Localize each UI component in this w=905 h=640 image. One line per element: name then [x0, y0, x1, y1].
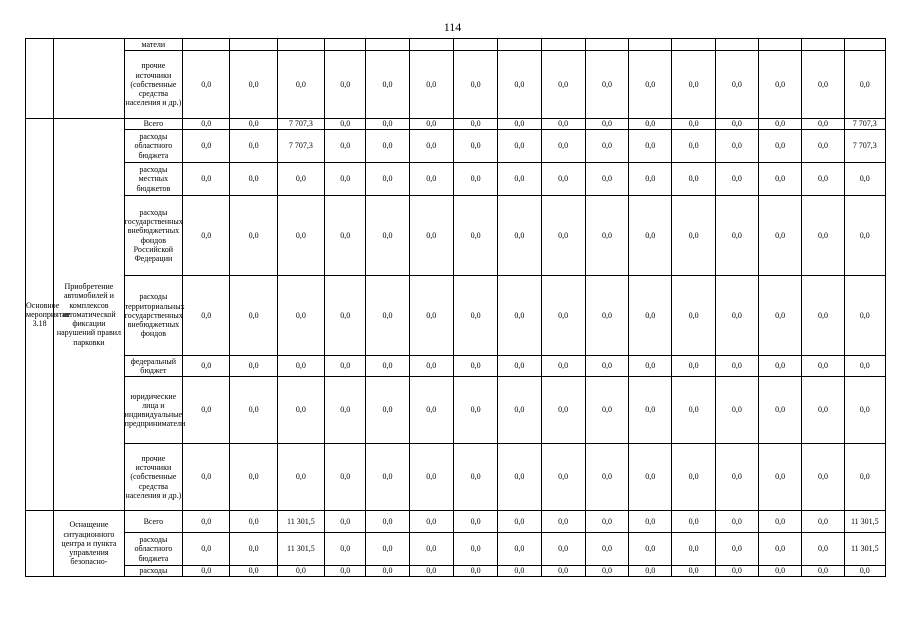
value-cell: 0,0 — [325, 130, 366, 163]
source-label: расходы областного бюджета — [124, 533, 182, 566]
value-cell — [183, 39, 230, 51]
value-cell: 0,0 — [629, 51, 672, 119]
value-cell: 0,0 — [585, 130, 628, 163]
value-cell: 0,0 — [325, 276, 366, 356]
value-cell: 0,0 — [844, 377, 885, 444]
value-cell: 0,0 — [183, 444, 230, 511]
value-cell: 0,0 — [844, 51, 885, 119]
value-cell: 0,0 — [541, 119, 585, 130]
value-cell: 0,0 — [498, 356, 541, 377]
value-cell: 0,0 — [277, 377, 324, 444]
value-cell: 0,0 — [366, 356, 409, 377]
value-cell — [498, 39, 541, 51]
value-cell: 0,0 — [844, 444, 885, 511]
value-cell: 0,0 — [715, 119, 758, 130]
value-cell: 0,0 — [277, 444, 324, 511]
source-label: юридические лица и индивидуальные предприниматели — [124, 377, 182, 444]
value-cell: 0,0 — [498, 444, 541, 511]
table-row — [26, 511, 886, 533]
value-cell: 0,0 — [277, 196, 324, 276]
value-cell: 0,0 — [498, 119, 541, 130]
value-cell — [802, 39, 844, 51]
value-cell: 0,0 — [672, 377, 715, 444]
value-cell: 0,0 — [629, 119, 672, 130]
value-cell: 0,0 — [629, 276, 672, 356]
value-cell: 0,0 — [585, 356, 628, 377]
value-cell: 0,0 — [498, 276, 541, 356]
value-cell: 0,0 — [629, 356, 672, 377]
value-cell — [844, 39, 885, 51]
value-cell — [230, 39, 277, 51]
value-cell: 0,0 — [498, 533, 541, 566]
value-cell: 0,0 — [498, 511, 541, 533]
value-cell: 0,0 — [802, 276, 844, 356]
value-cell: 0,0 — [453, 377, 497, 444]
value-cell: 0,0 — [585, 196, 628, 276]
value-cell: 0,0 — [325, 566, 366, 577]
value-cell: 0,0 — [277, 163, 324, 196]
value-cell: 0,0 — [759, 130, 802, 163]
value-cell: 0,0 — [277, 566, 324, 577]
value-cell: 0,0 — [325, 533, 366, 566]
value-cell: 0,0 — [759, 511, 802, 533]
value-cell: 0,0 — [541, 196, 585, 276]
value-cell: 0,0 — [541, 356, 585, 377]
value-cell: 0,0 — [844, 566, 885, 577]
value-cell: 0,0 — [759, 566, 802, 577]
value-cell — [409, 39, 453, 51]
value-cell: 0,0 — [409, 444, 453, 511]
source-label: прочие источники (собственные средства населения и др.) — [124, 444, 182, 511]
value-cell: 0,0 — [629, 377, 672, 444]
value-cell: 0,0 — [230, 130, 277, 163]
value-cell: 0,0 — [759, 533, 802, 566]
value-cell: 0,0 — [498, 130, 541, 163]
value-cell: 0,0 — [844, 196, 885, 276]
table-row — [26, 444, 886, 511]
value-cell: 0,0 — [802, 444, 844, 511]
table-row — [26, 130, 886, 163]
value-cell: 0,0 — [629, 566, 672, 577]
value-cell: 0,0 — [409, 119, 453, 130]
value-cell: 0,0 — [585, 276, 628, 356]
value-cell: 0,0 — [802, 566, 844, 577]
value-cell: 0,0 — [672, 51, 715, 119]
value-cell: 0,0 — [715, 276, 758, 356]
value-cell: 0,0 — [409, 533, 453, 566]
empty-cell — [54, 39, 124, 119]
value-cell: 0,0 — [366, 511, 409, 533]
table-row — [26, 356, 886, 377]
value-cell: 0,0 — [844, 163, 885, 196]
activity-description: Приобретение автомобилей и комплексов автоматической фиксации нарушений правил парковки — [54, 119, 124, 511]
value-cell: 0,0 — [498, 51, 541, 119]
table-row — [26, 119, 886, 130]
table-row — [26, 533, 886, 566]
value-cell: 0,0 — [629, 444, 672, 511]
value-cell: 0,0 — [672, 196, 715, 276]
source-label: расходы территориальных государственных внебюджетных фондов — [124, 276, 182, 356]
value-cell: 0,0 — [325, 51, 366, 119]
value-cell: 0,0 — [230, 533, 277, 566]
value-cell: 0,0 — [585, 533, 628, 566]
value-cell: 0,0 — [230, 51, 277, 119]
value-cell: 0,0 — [230, 356, 277, 377]
value-cell: 0,0 — [325, 163, 366, 196]
value-cell: 0,0 — [183, 196, 230, 276]
source-label: Всего — [124, 511, 182, 533]
source-label: расходы областного бюджета — [124, 130, 182, 163]
value-cell — [541, 39, 585, 51]
table-row — [26, 51, 886, 119]
value-cell: 0,0 — [409, 163, 453, 196]
value-cell: 0,0 — [759, 377, 802, 444]
value-cell: 0,0 — [672, 130, 715, 163]
value-cell: 0,0 — [325, 511, 366, 533]
table-row — [26, 163, 886, 196]
value-cell: 0,0 — [453, 196, 497, 276]
value-cell: 0,0 — [325, 119, 366, 130]
value-cell: 0,0 — [183, 533, 230, 566]
empty-cell — [26, 511, 54, 577]
value-cell: 0,0 — [802, 356, 844, 377]
value-cell: 11 301,5 — [844, 511, 885, 533]
value-cell: 0,0 — [453, 356, 497, 377]
value-cell: 0,0 — [844, 356, 885, 377]
value-cell: 0,0 — [715, 377, 758, 444]
value-cell: 0,0 — [453, 566, 497, 577]
source-label: расходы местных бюджетов — [124, 163, 182, 196]
value-cell — [629, 39, 672, 51]
value-cell: 11 301,5 — [277, 533, 324, 566]
value-cell: 0,0 — [325, 356, 366, 377]
value-cell: 0,0 — [183, 356, 230, 377]
value-cell: 0,0 — [366, 163, 409, 196]
value-cell — [366, 39, 409, 51]
value-cell: 0,0 — [759, 119, 802, 130]
value-cell: 0,0 — [325, 377, 366, 444]
value-cell: 0,0 — [672, 533, 715, 566]
value-cell — [325, 39, 366, 51]
value-cell: 0,0 — [759, 163, 802, 196]
value-cell: 0,0 — [453, 533, 497, 566]
value-cell: 0,0 — [759, 276, 802, 356]
value-cell: 0,0 — [409, 511, 453, 533]
value-cell: 0,0 — [409, 377, 453, 444]
value-cell: 7 707,3 — [844, 119, 885, 130]
value-cell: 0,0 — [541, 130, 585, 163]
value-cell: 0,0 — [183, 276, 230, 356]
value-cell: 0,0 — [672, 511, 715, 533]
value-cell: 0,0 — [498, 377, 541, 444]
value-cell: 0,0 — [541, 444, 585, 511]
value-cell: 0,0 — [715, 51, 758, 119]
value-cell: 0,0 — [541, 276, 585, 356]
value-cell: 0,0 — [541, 533, 585, 566]
value-cell: 0,0 — [759, 444, 802, 511]
value-cell: 0,0 — [230, 444, 277, 511]
table-row — [26, 276, 886, 356]
value-cell: 0,0 — [183, 163, 230, 196]
value-cell: 0,0 — [277, 356, 324, 377]
value-cell: 0,0 — [672, 444, 715, 511]
value-cell: 0,0 — [183, 566, 230, 577]
value-cell: 0,0 — [453, 119, 497, 130]
value-cell: 0,0 — [366, 51, 409, 119]
value-cell: 0,0 — [715, 163, 758, 196]
value-cell: 0,0 — [629, 196, 672, 276]
value-cell: 0,0 — [715, 533, 758, 566]
value-cell: 0,0 — [715, 511, 758, 533]
value-cell: 0,0 — [453, 511, 497, 533]
value-cell: 0,0 — [230, 566, 277, 577]
value-cell: 0,0 — [498, 163, 541, 196]
value-cell — [715, 39, 758, 51]
value-cell: 0,0 — [183, 377, 230, 444]
value-cell: 0,0 — [409, 51, 453, 119]
value-cell: 0,0 — [230, 276, 277, 356]
value-cell: 0,0 — [759, 356, 802, 377]
table-row — [26, 196, 886, 276]
value-cell: 0,0 — [277, 276, 324, 356]
value-cell: 0,0 — [715, 566, 758, 577]
value-cell: 0,0 — [585, 377, 628, 444]
value-cell — [672, 39, 715, 51]
value-cell: 0,0 — [230, 119, 277, 130]
value-cell: 0,0 — [409, 566, 453, 577]
value-cell: 0,0 — [366, 444, 409, 511]
value-cell: 0,0 — [802, 51, 844, 119]
value-cell: 0,0 — [802, 511, 844, 533]
value-cell: 0,0 — [715, 196, 758, 276]
value-cell: 0,0 — [409, 276, 453, 356]
value-cell: 0,0 — [585, 119, 628, 130]
value-cell: 0,0 — [672, 356, 715, 377]
value-cell: 0,0 — [453, 163, 497, 196]
value-cell: 0,0 — [541, 511, 585, 533]
value-cell: 0,0 — [541, 566, 585, 577]
value-cell: 0,0 — [230, 163, 277, 196]
source-label: матели — [124, 39, 182, 51]
value-cell: 7 707,3 — [277, 130, 324, 163]
value-cell: 0,0 — [672, 566, 715, 577]
value-cell: 0,0 — [230, 196, 277, 276]
value-cell: 0,0 — [409, 196, 453, 276]
value-cell: 0,0 — [715, 130, 758, 163]
page-number: 114 — [443, 20, 462, 34]
value-cell: 0,0 — [541, 377, 585, 444]
value-cell: 0,0 — [277, 51, 324, 119]
value-cell: 0,0 — [366, 533, 409, 566]
value-cell: 0,0 — [366, 276, 409, 356]
value-cell: 0,0 — [802, 377, 844, 444]
value-cell: 0,0 — [453, 130, 497, 163]
table-row — [26, 566, 886, 577]
source-label: Всего — [124, 119, 182, 130]
value-cell: 0,0 — [672, 163, 715, 196]
value-cell: 0,0 — [453, 51, 497, 119]
value-cell: 11 301,5 — [277, 511, 324, 533]
value-cell: 0,0 — [585, 511, 628, 533]
source-label: прочие источники (собственные средства населения и др.) — [124, 51, 182, 119]
value-cell: 7 707,3 — [844, 130, 885, 163]
value-cell: 0,0 — [366, 130, 409, 163]
value-cell: 0,0 — [629, 130, 672, 163]
value-cell: 0,0 — [183, 511, 230, 533]
value-cell: 0,0 — [498, 196, 541, 276]
value-cell: 0,0 — [802, 163, 844, 196]
value-cell — [585, 39, 628, 51]
value-cell: 7 707,3 — [277, 119, 324, 130]
value-cell: 0,0 — [325, 196, 366, 276]
value-cell: 0,0 — [409, 356, 453, 377]
source-label: расходы государственных внебюджетных фондов Российской Федерации — [124, 196, 182, 276]
value-cell: 0,0 — [541, 163, 585, 196]
value-cell: 0,0 — [366, 566, 409, 577]
value-cell: 0,0 — [672, 276, 715, 356]
value-cell: 0,0 — [183, 51, 230, 119]
value-cell: 0,0 — [230, 377, 277, 444]
value-cell: 0,0 — [585, 444, 628, 511]
empty-cell — [26, 39, 54, 119]
value-cell: 0,0 — [585, 163, 628, 196]
value-cell — [453, 39, 497, 51]
value-cell: 0,0 — [629, 163, 672, 196]
activity-description: Оснащение ситуационного центра и пункта управления безопасно- — [54, 511, 124, 577]
value-cell: 0,0 — [498, 566, 541, 577]
value-cell: 0,0 — [629, 511, 672, 533]
value-cell: 0,0 — [366, 119, 409, 130]
value-cell: 0,0 — [629, 533, 672, 566]
value-cell: 0,0 — [844, 276, 885, 356]
source-label: федеральный бюджет — [124, 356, 182, 377]
value-cell: 0,0 — [759, 196, 802, 276]
value-cell: 0,0 — [802, 119, 844, 130]
value-cell: 0,0 — [541, 51, 585, 119]
value-cell: 0,0 — [183, 119, 230, 130]
value-cell: 0,0 — [325, 444, 366, 511]
value-cell: 0,0 — [802, 533, 844, 566]
value-cell: 0,0 — [230, 511, 277, 533]
value-cell — [759, 39, 802, 51]
budget-table — [25, 38, 886, 577]
value-cell — [277, 39, 324, 51]
value-cell: 0,0 — [453, 444, 497, 511]
value-cell: 0,0 — [715, 444, 758, 511]
value-cell: 0,0 — [802, 130, 844, 163]
value-cell: 0,0 — [366, 196, 409, 276]
value-cell: 0,0 — [585, 566, 628, 577]
source-label: расходы — [124, 566, 182, 577]
value-cell: 0,0 — [759, 51, 802, 119]
value-cell: 0,0 — [802, 196, 844, 276]
activity-name: Основное мероприятие 3.18 — [26, 119, 54, 511]
value-cell: 0,0 — [715, 356, 758, 377]
value-cell: 0,0 — [183, 130, 230, 163]
value-cell: 0,0 — [585, 51, 628, 119]
value-cell: 11 301,5 — [844, 533, 885, 566]
value-cell: 0,0 — [366, 377, 409, 444]
value-cell: 0,0 — [409, 130, 453, 163]
table-row — [26, 39, 886, 51]
value-cell: 0,0 — [453, 276, 497, 356]
value-cell: 0,0 — [672, 119, 715, 130]
table-row — [26, 377, 886, 444]
